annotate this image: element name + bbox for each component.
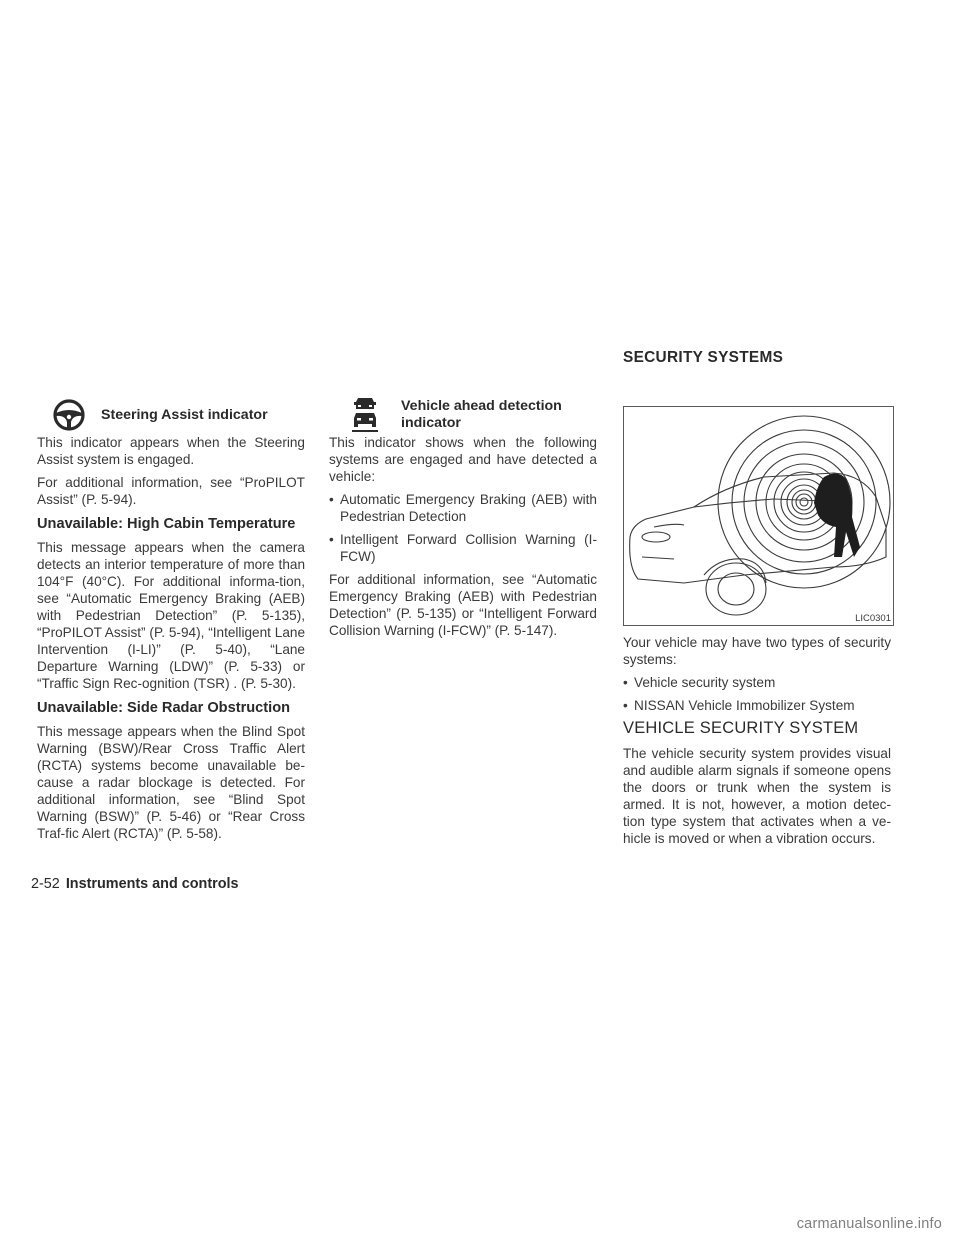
steering-assist-heading [37, 396, 305, 434]
heading-vehicle-security-system: VEHICLE SECURITY SYSTEM [623, 719, 859, 737]
security-intro: Your vehicle may have two types of security systems: [623, 635, 891, 667]
vehicle-ahead-para-2: For additional information, see “Automatic Emergency Braking (AEB) with Pedestrian Detection” (P. 5-135) or “Intelligent Forward Collision Warning (I-FCW)” (P. 5-147). [329, 572, 597, 638]
heading-high-cabin-temp: Unavailable: High Cabin Temperature [37, 516, 296, 532]
vehicle-ahead-title: Vehicle ahead detection indicator [401, 398, 562, 431]
car-intrusion-illustration [624, 407, 893, 625]
page-number: 2-52 [31, 876, 60, 892]
vehicle-ahead-para-1: This indicator shows when the following systems are engaged and have detected a vehicle: [329, 435, 597, 484]
column-left [37, 396, 305, 848]
watermark: carmanualsonline.info [796, 1216, 942, 1232]
steering-assist-title: Steering Assist indicator [101, 406, 268, 423]
security-types-list [623, 674, 891, 714]
side-radar-para: This message appears when the Blind Spot Warning (BSW)/Rear Cross Traffic Alert (RCTA) systems become unavailable be-cause a radar blockage is detected. For additional information, see “Blind Spot Warning (BSW)” (P. 5-46) or “Rear Cross Traf-fic Alert (RCTA)” (P. 5-58). [37, 724, 305, 841]
vehicle-ahead-icon [329, 396, 401, 434]
vehicle-security-para: The vehicle security system provides visual and audible alarm signals if someone opens the doors or trunk when the system is armed. It is not, however, a motion detec-tion type system that activates when a ve-hicle is moved or when a vibration occurs. [623, 746, 891, 846]
vehicle-ahead-list [329, 491, 597, 565]
steering-para-1: This indicator appears when the Steering Assist system is engaged. [37, 435, 305, 467]
list-item: • Vehicle security system [623, 675, 776, 690]
figure-code: LIC0301 [855, 613, 891, 624]
section-title: SECURITY SYSTEMS [623, 349, 784, 366]
cabin-temp-para: This message appears when the camera detects an interior temperature of more than 104°F (40°C). For additional informa-tion, see “Automatic Emergency Braking (AEB) with Pedestrian Detection” (P. 5-135), “ProPILOT Assist” (P. 5-94), “Intelligent Lane Intervention (I-LI)” (P. 5-40), “Lane Departure Warning (LDW)” (P. 5-33) or “Traffic Sign Rec-ognition (TSR) . (P. 5-30). [37, 540, 305, 691]
steering-wheel-icon [37, 396, 101, 434]
vehicle-ahead-heading [329, 396, 597, 434]
column-right [623, 634, 891, 853]
steering-para-2: For additional information, see “ProPILOT Assist” (P. 5-94). [37, 475, 305, 507]
column-middle [329, 396, 597, 645]
page-footer [31, 876, 239, 892]
security-figure [623, 406, 894, 626]
list-item: • Automatic Emergency Braking (AEB) with Pedestrian Detection [329, 492, 597, 524]
list-item: • NISSAN Vehicle Immobilizer System [623, 698, 855, 713]
heading-side-radar: Unavailable: Side Radar Obstruction [37, 700, 291, 716]
chapter-title: Instruments and controls [65, 876, 239, 892]
list-item: • Intelligent Forward Collision Warning (I-FCW) [329, 532, 597, 564]
